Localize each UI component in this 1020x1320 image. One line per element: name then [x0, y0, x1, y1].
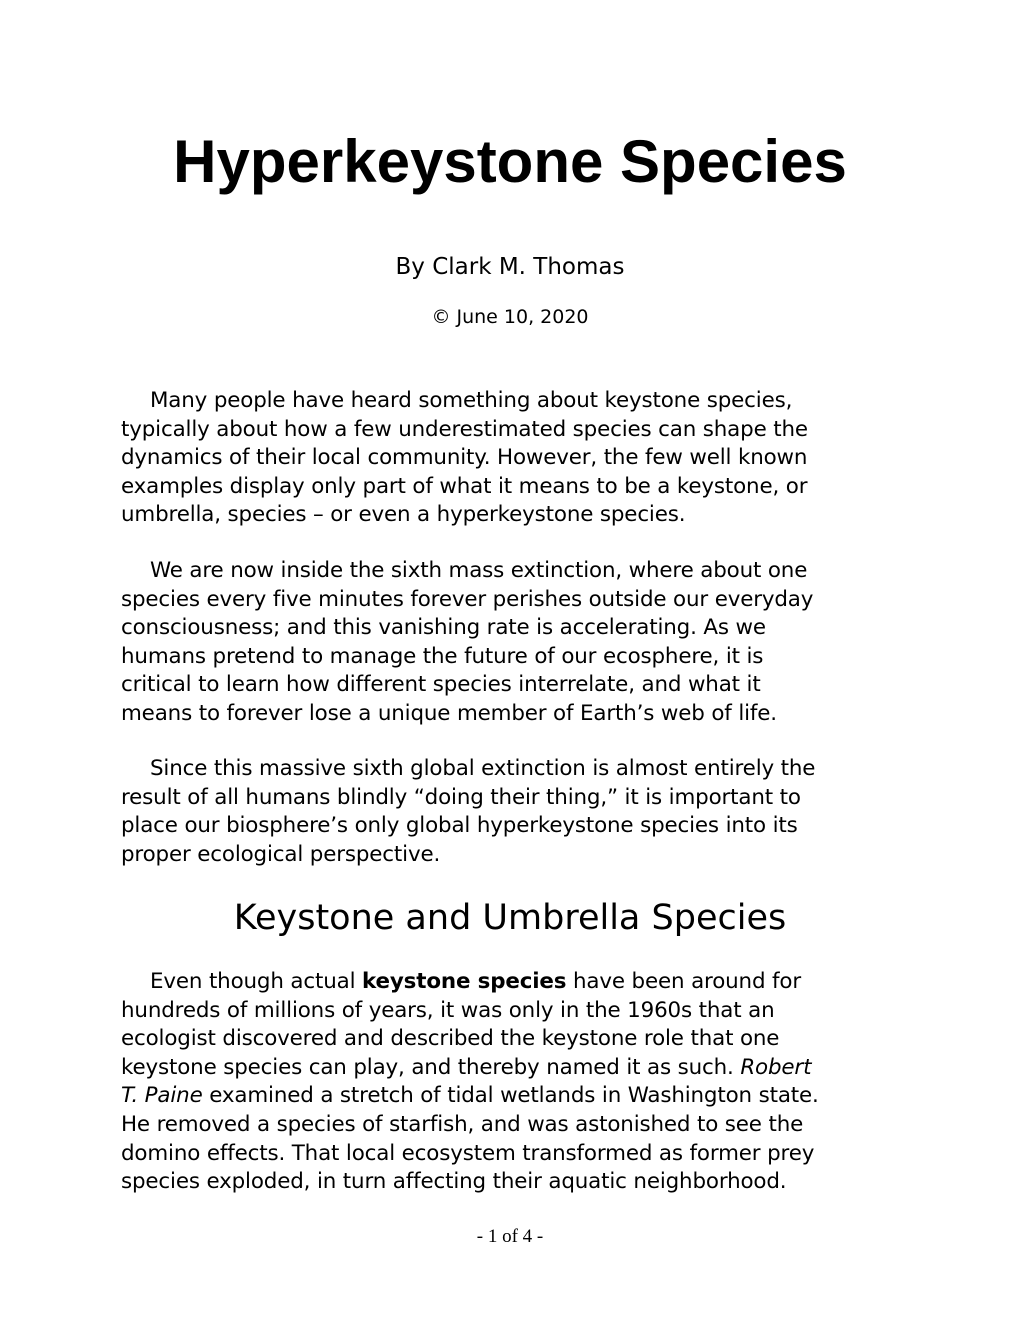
paragraph-line: ecologist discovered and described the keystone role that one — [121, 1026, 780, 1052]
paragraph-line: We are now inside the sixth mass extinction, where about one — [150, 558, 808, 583]
section-heading: Keystone and Umbrella Species — [233, 898, 787, 938]
italic-name-paine: T. Paine — [121, 1083, 203, 1109]
paragraph-line: species every five minutes forever perishes outside our everyday — [121, 586, 814, 612]
italic-name-robert: Robert — [740, 1054, 812, 1080]
author-byline: By Clark M. Thomas — [395, 254, 625, 280]
paragraph-line: Since this massive sixth global extinction is almost entirely the — [150, 756, 816, 781]
paragraph-line: critical to learn how different species interrelate, and what it — [121, 672, 761, 698]
paragraph-line: place our biosphere’s only global hyperkeystone species into its — [121, 813, 798, 839]
paragraph-line: examples display only part of what it means to be a keystone, or — [121, 473, 808, 499]
paragraph-line: umbrella, species – or even a hyperkeystone species. — [121, 502, 686, 528]
page-number-footer: - 1 of 4 - — [476, 1226, 544, 1247]
document-title: Hyperkeystone Species — [173, 128, 847, 195]
paragraph-line: typically about how a few underestimated species can shape the — [121, 416, 808, 442]
paragraph-line: species exploded, in turn affecting their aquatic neighborhood. — [121, 1169, 787, 1195]
line-text: have been around for — [566, 969, 801, 994]
line-text: Even though actual — [150, 969, 363, 994]
body-paragraph-1 — [121, 387, 911, 530]
line-text: examined a stretch of tidal wetlands in Washington state. — [202, 1083, 819, 1109]
paragraph-line: proper ecological perspective. — [121, 841, 441, 867]
copyright-date: © June 10, 2020 — [431, 306, 589, 328]
paragraph-line: means to forever lose a unique member of Earth’s web of life. — [121, 700, 777, 726]
paragraph-line: Many people have heard something about keystone species, — [150, 388, 793, 413]
paragraph-line: humans pretend to manage the future of our ecosphere, it is — [121, 643, 764, 669]
bold-term-keystone-species: keystone species — [362, 969, 567, 994]
section-paragraph-1 — [121, 968, 911, 1197]
paragraph-line: result of all humans blindly “doing their thing,” it is important to — [121, 784, 801, 810]
paragraph-line: hundreds of millions of years, it was only in the 1960s that an — [121, 997, 775, 1023]
paragraph-line — [121, 1082, 911, 1111]
paragraph-line: consciousness; and this vanishing rate is accelerating. As we — [121, 615, 766, 641]
body-paragraph-2 — [121, 557, 911, 729]
body-paragraph-3 — [121, 755, 911, 869]
paragraph-line: dynamics of their local community. However, the few well known — [121, 445, 808, 471]
paragraph-line: domino effects. That local ecosystem transformed as former prey — [121, 1140, 815, 1166]
line-text: keystone species can play, and thereby named it as such. — [121, 1054, 741, 1080]
paragraph-line — [121, 1054, 911, 1083]
paragraph-line: He removed a species of starfish, and was astonished to see the — [121, 1111, 804, 1137]
paragraph-line — [121, 968, 911, 997]
